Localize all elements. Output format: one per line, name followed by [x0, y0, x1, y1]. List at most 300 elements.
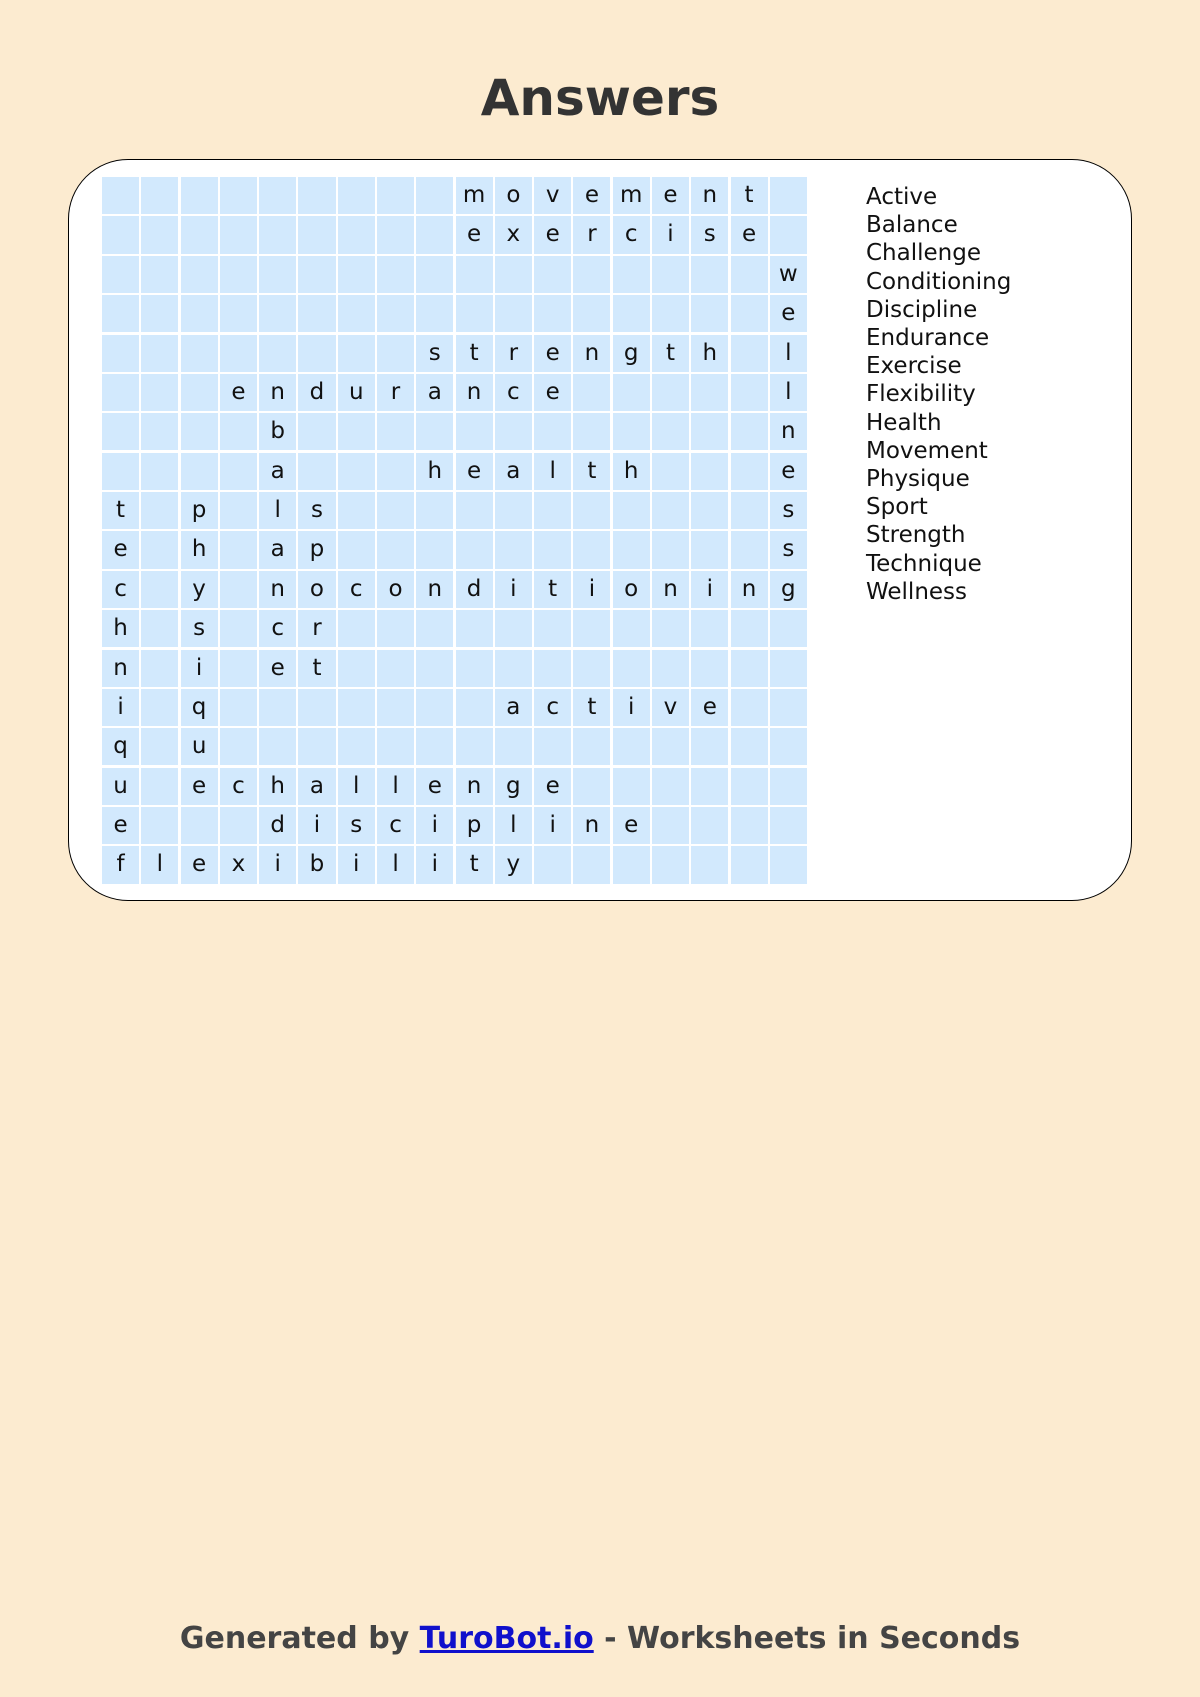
grid-cell: [377, 492, 414, 529]
grid-cell: [456, 492, 493, 529]
word-list-item: Flexibility: [866, 381, 976, 408]
grid-cell: [652, 650, 689, 687]
grid-cell: g: [770, 571, 807, 608]
grid-cell: e: [534, 216, 571, 253]
grid-cell: [652, 453, 689, 490]
grid-cell: h: [613, 453, 650, 490]
grid-cell: [141, 413, 178, 450]
word-list-item: Exercise: [866, 353, 962, 380]
grid-cell: l: [338, 768, 375, 805]
grid-cell: n: [731, 571, 768, 608]
grid-cell: [652, 807, 689, 844]
grid-cell: c: [613, 216, 650, 253]
grid-cell: [691, 610, 728, 647]
grid-cell: [495, 610, 532, 647]
grid-cell: [377, 413, 414, 450]
word-list-item: Health: [866, 409, 942, 436]
grid-cell: u: [102, 768, 139, 805]
answer-panel: [68, 159, 1132, 901]
grid-cell: [377, 728, 414, 765]
grid-cell: [652, 256, 689, 293]
grid-cell: [534, 256, 571, 293]
grid-cell: [220, 413, 257, 450]
grid-cell: l: [770, 335, 807, 372]
grid-cell: [573, 650, 610, 687]
grid-cell: [573, 768, 610, 805]
grid-cell: g: [495, 768, 532, 805]
grid-cell: i: [534, 807, 571, 844]
grid-cell: t: [573, 689, 610, 726]
grid-cell: i: [573, 571, 610, 608]
grid-cell: [259, 728, 296, 765]
grid-cell: [102, 374, 139, 411]
grid-cell: [377, 531, 414, 568]
grid-cell: [456, 610, 493, 647]
grid-cell: e: [102, 807, 139, 844]
grid-cell: [141, 374, 178, 411]
grid-cell: [495, 413, 532, 450]
grid-cell: d: [456, 571, 493, 608]
grid-cell: e: [102, 531, 139, 568]
grid-cell: [298, 256, 335, 293]
grid-cell: [534, 492, 571, 529]
grid-cell: [298, 453, 335, 490]
grid-cell: [141, 335, 178, 372]
grid-cell: s: [770, 492, 807, 529]
grid-cell: [377, 610, 414, 647]
grid-cell: [298, 295, 335, 332]
grid-cell: [573, 610, 610, 647]
grid-cell: [181, 295, 218, 332]
grid-cell: m: [613, 177, 650, 214]
grid-cell: e: [456, 453, 493, 490]
grid-cell: f: [102, 846, 139, 883]
grid-cell: [220, 807, 257, 844]
grid-cell: v: [652, 689, 689, 726]
grid-cell: [456, 413, 493, 450]
grid-cell: [259, 295, 296, 332]
grid-cell: [691, 650, 728, 687]
grid-cell: [652, 374, 689, 411]
grid-cell: [770, 768, 807, 805]
grid-cell: [731, 768, 768, 805]
grid-cell: [573, 846, 610, 883]
grid-cell: c: [338, 571, 375, 608]
grid-cell: i: [259, 846, 296, 883]
grid-cell: c: [259, 610, 296, 647]
grid-cell: [298, 728, 335, 765]
grid-cell: [613, 492, 650, 529]
grid-cell: [102, 413, 139, 450]
grid-cell: [102, 256, 139, 293]
grid-cell: [220, 650, 257, 687]
grid-cell: [298, 177, 335, 214]
word-list-item: Endurance: [866, 325, 990, 352]
grid-cell: t: [456, 335, 493, 372]
word-list-item: Conditioning: [866, 268, 1012, 295]
grid-cell: e: [259, 650, 296, 687]
grid-cell: [181, 413, 218, 450]
grid-cell: x: [220, 846, 257, 883]
grid-cell: [770, 177, 807, 214]
grid-cell: [220, 689, 257, 726]
grid-cell: [731, 610, 768, 647]
word-list-item: Physique: [866, 466, 970, 493]
grid-cell: i: [416, 807, 453, 844]
grid-cell: e: [456, 216, 493, 253]
grid-cell: c: [220, 768, 257, 805]
grid-cell: [770, 807, 807, 844]
grid-cell: [338, 335, 375, 372]
grid-cell: n: [691, 177, 728, 214]
grid-cell: [220, 492, 257, 529]
grid-cell: [377, 335, 414, 372]
grid-cell: [652, 610, 689, 647]
grid-cell: t: [102, 492, 139, 529]
grid-cell: [416, 689, 453, 726]
grid-cell: [456, 531, 493, 568]
grid-cell: [338, 689, 375, 726]
grid-cell: e: [534, 768, 571, 805]
grid-cell: [731, 413, 768, 450]
word-list-item: Wellness: [866, 578, 968, 605]
footer: [0, 1619, 1200, 1659]
grid-cell: [691, 374, 728, 411]
grid-cell: l: [495, 807, 532, 844]
grid-cell: [456, 689, 493, 726]
grid-cell: [298, 216, 335, 253]
grid-cell: [495, 531, 532, 568]
grid-cell: [691, 531, 728, 568]
grid-cell: [338, 492, 375, 529]
grid-cell: [141, 728, 178, 765]
grid-cell: [181, 177, 218, 214]
grid-cell: [141, 610, 178, 647]
grid-cell: [416, 610, 453, 647]
grid-cell: [770, 216, 807, 253]
grid-cell: [731, 492, 768, 529]
grid-cell: [416, 728, 453, 765]
grid-cell: e: [731, 216, 768, 253]
grid-cell: l: [377, 846, 414, 883]
grid-cell: p: [456, 807, 493, 844]
grid-cell: [377, 295, 414, 332]
grid-cell: b: [298, 846, 335, 883]
grid-cell: i: [102, 689, 139, 726]
grid-cell: d: [298, 374, 335, 411]
grid-cell: [770, 728, 807, 765]
grid-cell: [573, 531, 610, 568]
grid-cell: l: [141, 846, 178, 883]
grid-cell: [691, 413, 728, 450]
grid-cell: [731, 453, 768, 490]
grid-cell: [534, 728, 571, 765]
grid-cell: [416, 216, 453, 253]
grid-cell: c: [102, 571, 139, 608]
grid-cell: s: [770, 531, 807, 568]
grid-cell: [102, 177, 139, 214]
grid-cell: [181, 453, 218, 490]
grid-cell: a: [298, 768, 335, 805]
grid-cell: [534, 413, 571, 450]
grid-cell: s: [416, 335, 453, 372]
grid-cell: m: [456, 177, 493, 214]
grid-cell: t: [573, 453, 610, 490]
word-list-item: Sport: [866, 494, 928, 521]
grid-cell: [613, 650, 650, 687]
turobot-link[interactable]: TuroBot.io: [419, 1621, 594, 1656]
word-list-item: Active: [866, 184, 938, 210]
word-list-item: Balance: [866, 212, 958, 239]
grid-cell: [613, 846, 650, 883]
grid-cell: [534, 650, 571, 687]
grid-cell: n: [573, 335, 610, 372]
grid-cell: o: [298, 571, 335, 608]
grid-cell: [259, 256, 296, 293]
grid-cell: [573, 492, 610, 529]
grid-cell: [377, 216, 414, 253]
grid-cell: e: [220, 374, 257, 411]
grid-cell: [220, 531, 257, 568]
grid-cell: [377, 650, 414, 687]
footer-prefix: Generated by: [179, 1621, 420, 1656]
grid-cell: e: [534, 374, 571, 411]
grid-cell: [573, 374, 610, 411]
grid-cell: [338, 216, 375, 253]
grid-cell: [652, 728, 689, 765]
grid-cell: [338, 177, 375, 214]
grid-cell: [298, 689, 335, 726]
grid-cell: [731, 256, 768, 293]
grid-cell: a: [495, 453, 532, 490]
grid-cell: q: [102, 728, 139, 765]
grid-cell: h: [181, 531, 218, 568]
word-list-item: Challenge: [866, 240, 981, 267]
grid-cell: [220, 610, 257, 647]
grid-cell: [338, 610, 375, 647]
word-list-item: Technique: [866, 550, 982, 577]
grid-cell: [416, 295, 453, 332]
grid-cell: [141, 768, 178, 805]
grid-cell: i: [613, 689, 650, 726]
grid-cell: r: [298, 610, 335, 647]
grid-cell: n: [416, 571, 453, 608]
grid-cell: [377, 256, 414, 293]
grid-cell: g: [613, 335, 650, 372]
puzzle-grid: [102, 177, 807, 884]
grid-cell: r: [377, 374, 414, 411]
grid-cell: e: [181, 768, 218, 805]
word-list-item: Strength: [866, 522, 966, 549]
grid-cell: y: [495, 846, 532, 883]
grid-cell: [731, 807, 768, 844]
grid-cell: n: [102, 650, 139, 687]
grid-cell: a: [259, 531, 296, 568]
grid-cell: [141, 295, 178, 332]
grid-cell: [338, 256, 375, 293]
grid-cell: l: [377, 768, 414, 805]
grid-cell: [534, 610, 571, 647]
grid-cell: i: [416, 846, 453, 883]
grid-cell: [220, 728, 257, 765]
grid-cell: e: [416, 768, 453, 805]
grid-cell: [220, 453, 257, 490]
grid-cell: x: [495, 216, 532, 253]
grid-cell: [416, 413, 453, 450]
grid-cell: [731, 846, 768, 883]
grid-cell: [613, 295, 650, 332]
grid-cell: [102, 453, 139, 490]
grid-cell: [652, 492, 689, 529]
grid-cell: [691, 846, 728, 883]
grid-cell: e: [770, 295, 807, 332]
footer-suffix: - Worksheets in Seconds: [593, 1621, 1021, 1656]
grid-cell: [259, 689, 296, 726]
grid-cell: [181, 374, 218, 411]
grid-cell: [770, 689, 807, 726]
grid-cell: [691, 256, 728, 293]
grid-cell: h: [259, 768, 296, 805]
grid-cell: [731, 689, 768, 726]
grid-cell: o: [377, 571, 414, 608]
grid-cell: [652, 413, 689, 450]
grid-cell: [416, 177, 453, 214]
grid-cell: [534, 846, 571, 883]
grid-cell: [102, 295, 139, 332]
grid-cell: b: [259, 413, 296, 450]
grid-cell: [416, 256, 453, 293]
grid-cell: e: [573, 177, 610, 214]
grid-cell: [141, 807, 178, 844]
grid-cell: i: [691, 571, 728, 608]
grid-cell: v: [534, 177, 571, 214]
grid-cell: [613, 413, 650, 450]
grid-cell: [770, 650, 807, 687]
grid-cell: [495, 256, 532, 293]
grid-cell: l: [770, 374, 807, 411]
grid-cell: [613, 610, 650, 647]
grid-cell: [141, 531, 178, 568]
word-list-item: Discipline: [866, 296, 978, 323]
grid-cell: n: [770, 413, 807, 450]
grid-cell: c: [534, 689, 571, 726]
grid-cell: [416, 531, 453, 568]
word-list-item: Movement: [866, 437, 988, 464]
grid-cell: [691, 453, 728, 490]
grid-cell: e: [770, 453, 807, 490]
grid-cell: [181, 335, 218, 372]
grid-cell: [652, 846, 689, 883]
grid-cell: [534, 531, 571, 568]
grid-cell: t: [456, 846, 493, 883]
grid-cell: n: [456, 374, 493, 411]
grid-cell: [652, 295, 689, 332]
grid-cell: [613, 768, 650, 805]
grid-cell: [338, 413, 375, 450]
grid-cell: o: [495, 177, 532, 214]
grid-cell: [377, 453, 414, 490]
grid-cell: [338, 728, 375, 765]
grid-cell: [220, 295, 257, 332]
grid-cell: [141, 571, 178, 608]
grid-cell: [181, 216, 218, 253]
grid-cell: [298, 335, 335, 372]
grid-cell: t: [652, 335, 689, 372]
grid-cell: [338, 531, 375, 568]
grid-cell: t: [298, 650, 335, 687]
grid-cell: [534, 295, 571, 332]
grid-cell: i: [338, 846, 375, 883]
grid-cell: [573, 295, 610, 332]
grid-cell: [652, 531, 689, 568]
word-list: [866, 183, 1011, 606]
grid-cell: [731, 295, 768, 332]
grid-cell: h: [691, 335, 728, 372]
grid-cell: [181, 256, 218, 293]
grid-cell: [691, 295, 728, 332]
grid-cell: r: [495, 335, 532, 372]
grid-cell: [141, 689, 178, 726]
grid-cell: n: [259, 374, 296, 411]
grid-cell: [220, 571, 257, 608]
grid-cell: [338, 453, 375, 490]
grid-cell: [573, 728, 610, 765]
grid-cell: [770, 846, 807, 883]
grid-cell: [613, 374, 650, 411]
grid-cell: n: [652, 571, 689, 608]
grid-cell: s: [338, 807, 375, 844]
grid-cell: u: [338, 374, 375, 411]
grid-cell: a: [495, 689, 532, 726]
grid-cell: p: [298, 531, 335, 568]
grid-cell: [613, 728, 650, 765]
grid-cell: [456, 295, 493, 332]
grid-cell: u: [181, 728, 218, 765]
grid-cell: h: [102, 610, 139, 647]
grid-cell: [416, 492, 453, 529]
grid-cell: t: [534, 571, 571, 608]
grid-cell: [220, 216, 257, 253]
grid-cell: d: [259, 807, 296, 844]
grid-cell: [377, 689, 414, 726]
grid-cell: [573, 413, 610, 450]
grid-cell: [691, 728, 728, 765]
grid-cell: [731, 728, 768, 765]
grid-cell: [731, 335, 768, 372]
grid-cell: [770, 610, 807, 647]
grid-cell: q: [181, 689, 218, 726]
grid-cell: e: [181, 846, 218, 883]
grid-cell: r: [573, 216, 610, 253]
page-title: Answers: [480, 69, 720, 127]
grid-cell: e: [691, 689, 728, 726]
grid-cell: [102, 216, 139, 253]
grid-cell: n: [573, 807, 610, 844]
grid-cell: h: [416, 453, 453, 490]
grid-cell: a: [416, 374, 453, 411]
grid-cell: [141, 650, 178, 687]
grid-cell: s: [691, 216, 728, 253]
grid-cell: [456, 728, 493, 765]
grid-cell: i: [298, 807, 335, 844]
grid-cell: [141, 177, 178, 214]
grid-cell: w: [770, 256, 807, 293]
grid-cell: [298, 413, 335, 450]
grid-cell: s: [298, 492, 335, 529]
grid-cell: [691, 807, 728, 844]
grid-cell: [613, 256, 650, 293]
grid-cell: [495, 650, 532, 687]
